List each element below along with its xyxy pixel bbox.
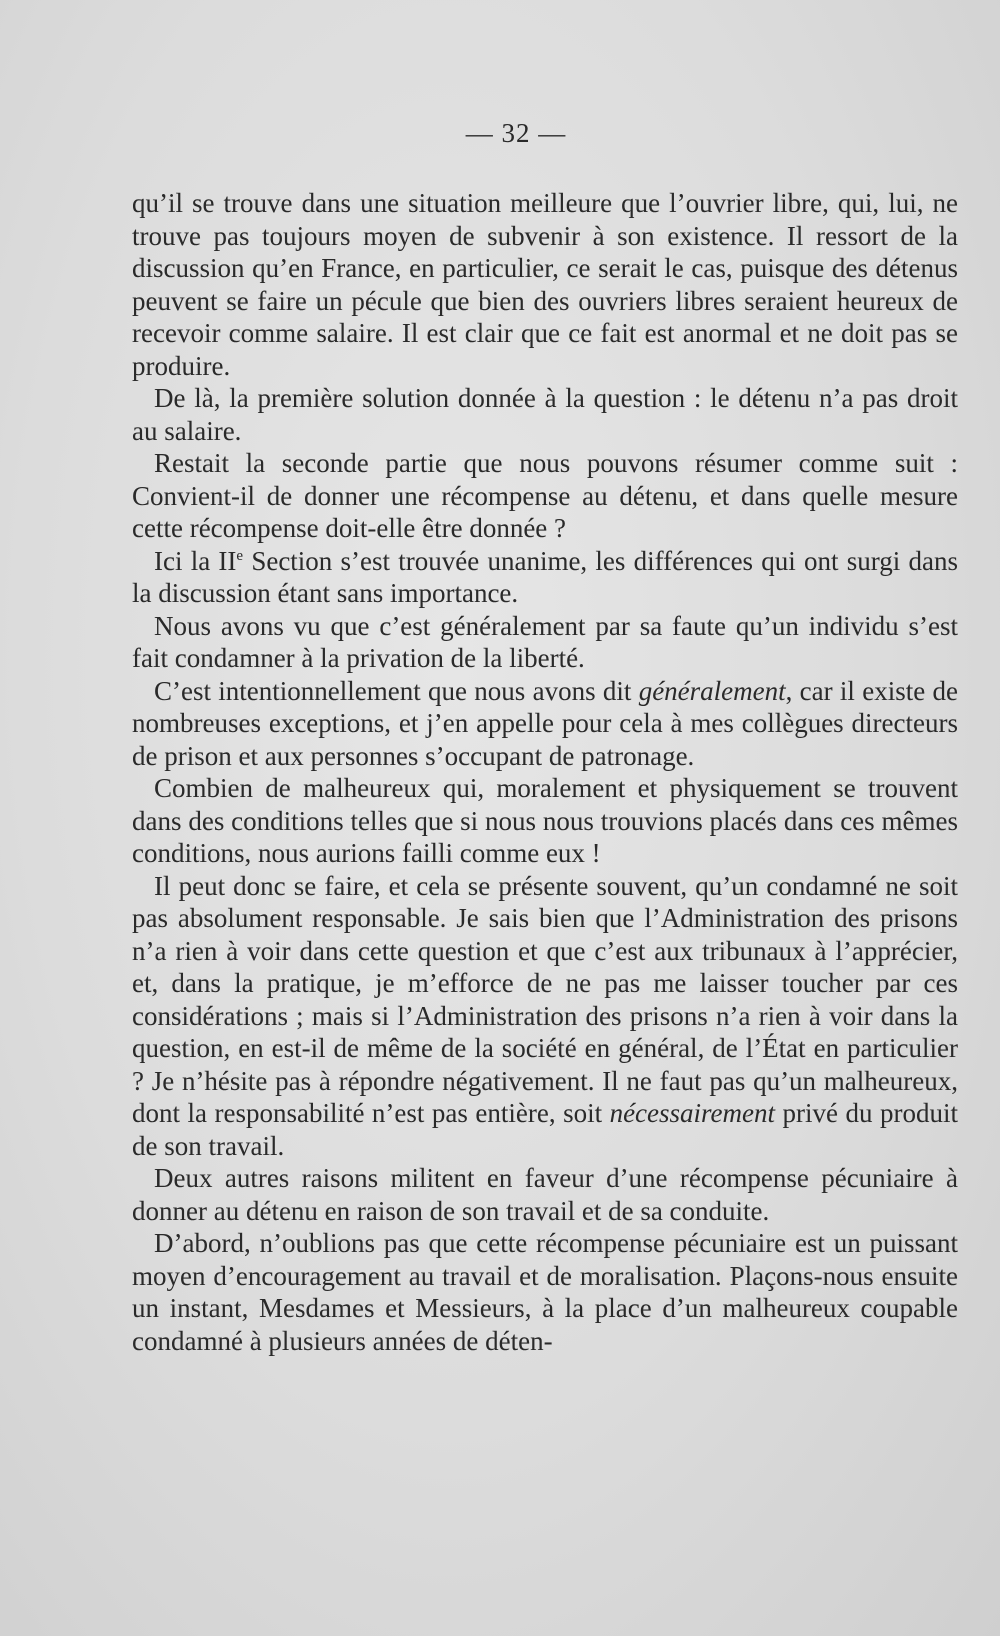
paragraph [132, 382, 958, 447]
paragraph-text: privé du produit de son travail. [132, 1098, 958, 1161]
paragraph [132, 675, 958, 773]
paragraph-text: , car il existe de nombreuses exceptions, et j’en appelle pour cela à mes collègues directeurs de prison et aux personnes s’occupant de patronage. [132, 675, 958, 771]
paragraph [132, 1227, 958, 1357]
paragraph [132, 772, 958, 870]
paragraph-text: Restait la seconde partie que nous pouvons résumer comme suit : Convient-il de donner une récompense au détenu, et dans quelle mesure cette récompense doit-elle être donnée ? [132, 448, 958, 543]
superscript: e [236, 547, 244, 564]
paragraph-text: Nous avons vu que c’est généralement par sa faute qu’un individu s’est fait condamner à la privation de la liberté. [132, 610, 958, 673]
paragraph-text: Combien de malheureux qui, moralement et physiquement se trouvent dans des conditions telles que si nous nous trouvions placés dans ces mêmes conditions, nous aurions failli comme eux ! [132, 773, 958, 868]
page-number: — 32 — [465, 118, 567, 148]
paragraph-text: Section s’est trouvée unanime, les différences qui ont surgi dans la discussion étant sans importance. [132, 545, 958, 608]
body-text [132, 187, 958, 1357]
paragraph-text: Ici la II [154, 545, 237, 576]
paragraph [132, 1162, 958, 1227]
italic-text: nécessairement [609, 1098, 776, 1128]
paragraph-text: Il peut donc se faire, et cela se présente souvent, qu’un condamné ne soit pas absolument responsable. Je sais bien que l’Administration des prisons n’a rien à voir dans cette question et que c’est aux tribunaux à l’apprécier, et, dans la pratique, je m’efforce de ne pas me laisser toucher par ces considérations ; mais si l’Administration des prisons n’a rien à voir dans la question, en est-il de même de la société en général, de l’État en particulier ? Je n’hésite pas à répondre négativement. Il ne faut pas qu’un malheureux, dont la responsabilité n’est pas entière, soit [132, 870, 958, 1128]
italic-text: généralement [638, 675, 786, 706]
paragraph-text: Deux autres raisons militent en faveur d’une récompense pécuniaire à donner au détenu en raison de son travail et de sa conduite. [132, 1163, 958, 1226]
paragraph [132, 870, 958, 1163]
paragraph-text: De là, la première solution donnée à la question : le détenu n’a pas droit au salaire. [132, 383, 958, 446]
paragraph [132, 187, 958, 382]
paragraph-text: qu’il se trouve dans une situation meilleure que l’ouvrier libre, qui, lui, ne trouve pas toujours moyen de subvenir à son existence. Il ressort de la discussion qu’en France, en particulier, ce serait le cas, puisque des détenus peuvent se faire un pécule que bien des ouvriers libres seraient heureux de recevoir comme salaire. Il est clair que ce fait est anormal et ne doit pas se produire. [132, 188, 958, 381]
paragraph [132, 610, 958, 675]
paragraph-text: D’abord, n’oublions pas que cette récompense pécuniaire est un puissant moyen d’encouragement au travail et de moralisation. Plaçons-nous ensuite un instant, Mesdames et Messieurs, à la place d’un malheureux coupable condamné à plusieurs années de déten- [132, 1228, 958, 1356]
paragraph [132, 447, 958, 545]
paragraph-text: C’est intentionnellement que nous avons dit [154, 675, 639, 706]
paragraph [132, 545, 958, 610]
